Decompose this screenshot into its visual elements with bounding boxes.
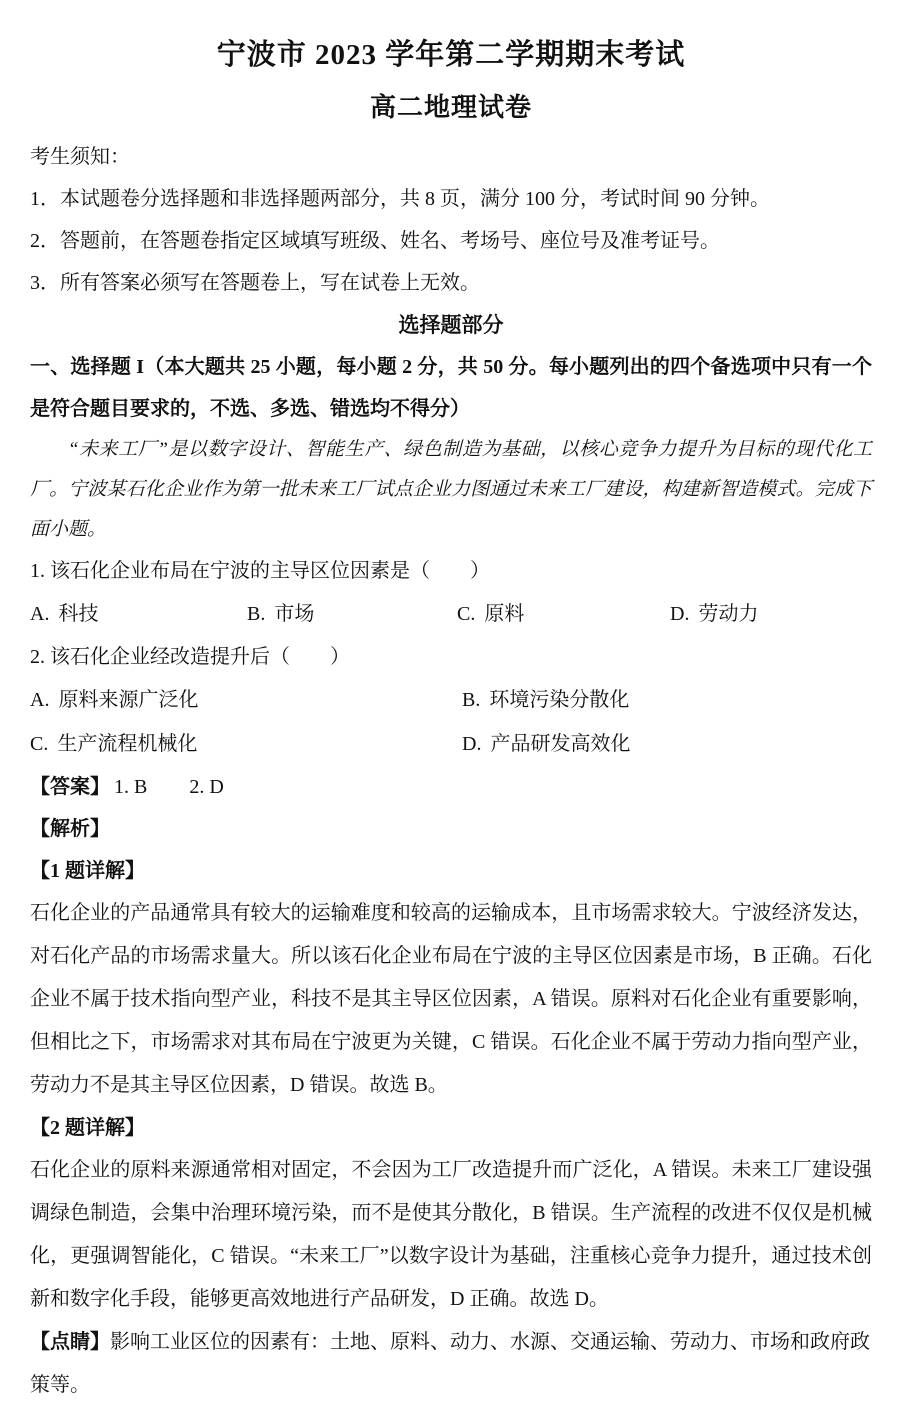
analysis-label: 【解析】 [30, 818, 110, 840]
option-label: C. [30, 733, 49, 755]
question-1-options [30, 592, 872, 636]
reading-passage: “未来工厂”是以数字设计、智能生产、绿色制造为基础，以核心竞争力提升为目标的现代化工厂。宁波某石化企业作为第一批未来工厂试点企业力图通过未来工厂建设，构建新智造模式。完成下面小题。 [30, 439, 872, 540]
question-2-option-b [462, 678, 872, 722]
option-label: A. [30, 603, 50, 625]
question-1-option-b [247, 592, 457, 636]
question-1-option-d [670, 592, 872, 636]
option-label: B. [247, 603, 266, 625]
option-text: 环境污染分散化 [489, 689, 630, 711]
option-text: 市场 [274, 603, 315, 625]
explanation-1-body: 石化企业的产品通常具有较大的运输难度和较高的运输成本，且市场需求较大。宁波经济发达，对石化产品的市场需求量大。所以该石化企业布局在宁波的主导区位因素是市场，B 正确。石化企业不属于技术指向型产业，科技不是其主导区位因素，A 错误。原料对石化企业有重要影响，但相比之下，市场需求对其布局在宁波更为关键，C 错误。石化企业不属于劳动力指向型产业，劳动力不是其主导区位因素，D 错误。故选 B。 [30, 902, 872, 1096]
exam-subtitle: 高二地理试卷 [369, 93, 532, 122]
option-label: D. [670, 603, 690, 625]
notice-item-2: 2．答题前，在答题卷指定区域填写班级、姓名、考场号、座位号及准考证号。 [30, 230, 720, 252]
option-label: B. [462, 689, 481, 711]
option-text: 劳动力 [698, 603, 759, 625]
answer-line [30, 766, 872, 808]
notice-item-3: 3．所有答案必须写在答题卷上，写在试卷上无效。 [30, 272, 480, 294]
exam-title: 宁波市 2023 学年第二学期期末考试 [216, 39, 686, 71]
option-text: 原料 [484, 603, 525, 625]
option-text: 生产流程机械化 [57, 733, 198, 755]
section-instructions: 一、选择题 I（本大题共 25 小题，每小题 2 分，共 50 分。每小题列出的四个备选项中只有一个是符合题目要求的，不选、多选、错选均不得分） [30, 356, 872, 420]
answer-label: 【答案】 [30, 776, 110, 798]
option-label: A. [30, 689, 50, 711]
tips-text: 影响工业区位的因素有：土地、原料、动力、水源、交通运输、劳动力、市场和政府政策等。 [30, 1331, 870, 1396]
question-2-options [30, 678, 872, 766]
option-label: D. [462, 733, 482, 755]
explanation-1-heading: 【1 题详解】 [30, 860, 145, 882]
question-1-option-c [457, 592, 670, 636]
answer-q1: 1. B [114, 776, 148, 798]
question-1-option-a [30, 592, 247, 636]
tips-line [30, 1321, 872, 1407]
option-text: 产品研发高效化 [490, 733, 631, 755]
option-text: 科技 [58, 603, 99, 625]
notice-item-1: 1．本试题卷分选择题和非选择题两部分，共 8 页，满分 100 分，考试时间 90 分钟。 [30, 188, 770, 210]
question-2-option-a [30, 678, 462, 722]
answer-q2: 2. D [189, 776, 224, 798]
section-part-title: 选择题部分 [398, 313, 504, 337]
question-1-stem: 1. 该石化企业布局在宁波的主导区位因素是（ ） [30, 560, 490, 582]
explanation-2-body: 石化企业的原料来源通常相对固定，不会因为工厂改造提升而广泛化，A 错误。未来工厂建设强调绿色制造，会集中治理环境污染，而不是使其分散化，B 错误。生产流程的改进不仅仅是机械化，更强调智能化，C 错误。“未来工厂”以数字设计为基础，注重核心竞争力提升，通过技术创新和数字化手段，能够更高效地进行产品研发，D 正确。故选 D。 [30, 1159, 872, 1310]
option-label: C. [457, 603, 476, 625]
notice-heading: 考生须知： [30, 146, 130, 168]
question-2-option-c [30, 722, 462, 766]
explanation-2-heading: 【2 题详解】 [30, 1117, 145, 1139]
question-2-stem: 2. 该石化企业经改造提升后（ ） [30, 646, 350, 668]
option-text: 原料来源广泛化 [58, 689, 199, 711]
tips-label: 【点睛】 [30, 1331, 110, 1353]
question-2-option-d [462, 722, 872, 766]
